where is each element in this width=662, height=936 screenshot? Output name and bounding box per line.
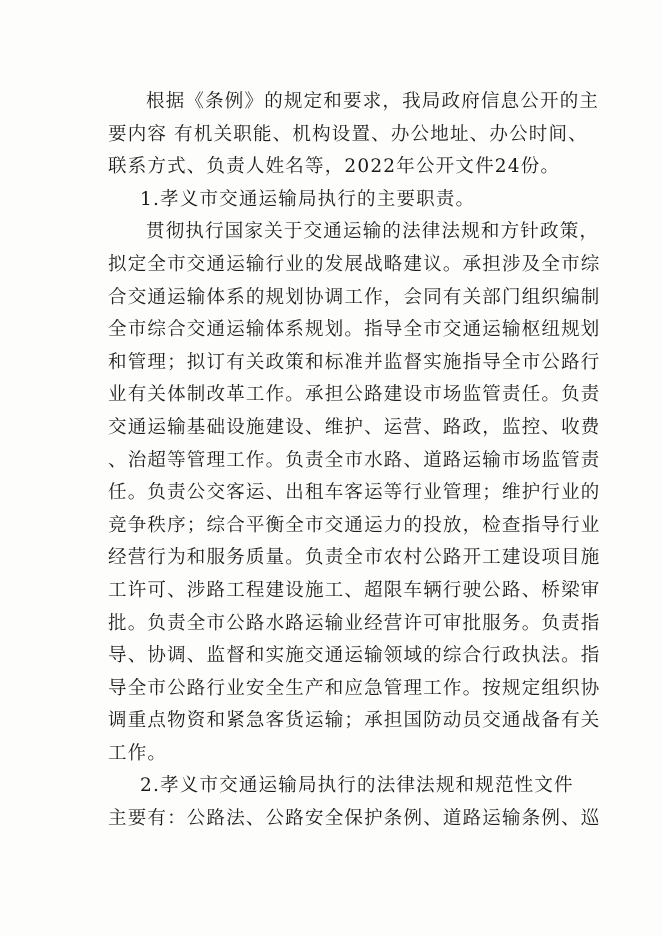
text-line: 全市综合交通运输体系规划。指导全市交通运输枢纽规划 bbox=[108, 319, 601, 341]
text-line: 交通运输基础设施建设、维护、运营、路政，监控、收费 bbox=[108, 416, 601, 438]
text-line: 拟定全市交通运输行业的发展战略建议。承担涉及全市综 bbox=[108, 253, 601, 275]
text-line: 任。负责公交客运、出租车客运等行业管理；维护行业的 bbox=[108, 482, 601, 504]
text-line: 导全市公路行业安全生产和应急管理工作。按规定组织协 bbox=[108, 677, 601, 699]
text-line: 业有关体制改革工作。承担公路建设市场监管责任。负责 bbox=[108, 384, 601, 406]
text-line: 、治超等管理工作。负责全市水路、道路运输市场监管责 bbox=[108, 449, 601, 471]
document-body bbox=[108, 86, 601, 836]
paragraph-duties bbox=[108, 216, 601, 770]
heading-line: 2.孝义市交通运输局执行的法律法规和规范性文件 bbox=[140, 775, 574, 797]
section-heading-laws bbox=[108, 770, 601, 835]
text-line: 批。负责全市公路水路运输业经营许可审批服务。负责指 bbox=[108, 612, 601, 634]
text-line: 工许可、涉路工程建设施工、超限车辆行驶公路、桥梁审 bbox=[108, 579, 601, 601]
text-line: 经营行为和服务质量。负责全市农村公路开工建设项目施 bbox=[108, 547, 601, 569]
text-line: 主要有：公路法、公路安全保护条例、道路运输条例、巡 bbox=[108, 808, 601, 830]
text-line: 贯彻执行国家关于交通运输的法律法规和方针政策， bbox=[146, 221, 600, 243]
text-line: 要内容 有机关职能、机构设置、办公地址、办公时间、 bbox=[108, 123, 588, 145]
text-line: 合交通运输体系的规划协调工作，会同有关部门组织编制 bbox=[108, 286, 601, 308]
text-line: 调重点物资和紧急客货运输；承担国防动员交通战备有关 bbox=[108, 710, 601, 732]
text-line: 导、协调、监督和实施交通运输领域的综合行政执法。指 bbox=[108, 645, 601, 667]
text-line: 和管理；拟订有关政策和标准并监督实施指导全市公路行 bbox=[108, 351, 601, 373]
text-line: 根据《条例》的规定和要求，我局政府信息公开的主 bbox=[146, 91, 600, 112]
section-heading-duties bbox=[108, 184, 568, 217]
text-line: 竞争秩序；综合平衡全市交通运力的投放，检查指导行业 bbox=[108, 514, 601, 536]
text-line: 工作。 bbox=[108, 742, 168, 764]
text-line: 联系方式、负责人姓名等，2022年公开文件24份。 bbox=[108, 156, 561, 178]
paragraph-info-disclosure bbox=[108, 86, 600, 184]
heading-line: 1.孝义市交通运输局执行的主要职责。 bbox=[140, 188, 476, 210]
